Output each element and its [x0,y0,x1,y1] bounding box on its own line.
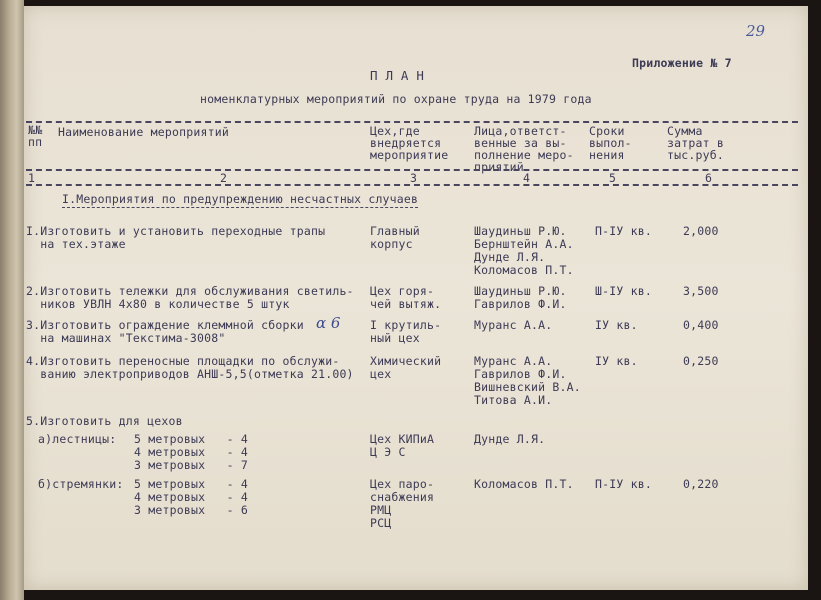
row3-handwritten-note: α 6 [316,314,341,332]
row3-person-1: Муранс А.А. [474,318,553,332]
row4-sum: 0,250 [683,354,719,368]
row4-person-4: Титова А.И. [474,393,553,407]
item5-a-line2: 4 метровых - 4 [134,445,248,459]
col-num-6: 6 [705,171,713,185]
row2-term: Ш-IУ кв. [595,284,652,298]
row1-line1: I.Изготовить и установить переходные трапы [26,224,326,238]
col-header-num: №№ пп [28,123,43,149]
item5-b-line3: 3 метровых - 6 [134,503,248,517]
doc-title: П Л А Н [370,68,425,83]
item5-b-person-1: Коломасов П.Т. [474,477,574,491]
item5-b-term: П-IУ кв. [595,477,652,491]
col-header-sum: Сумма затрат в тыс.руб. [667,124,724,162]
item5-b-sum: 0,220 [683,477,719,491]
row4-shop-2: цех [370,367,392,381]
item5-a-line1: 5 метровых - 4 [134,432,248,446]
header-bottom-rule [26,184,798,186]
col-num-1: 1 [28,171,36,185]
item5-b-line2: 4 метровых - 4 [134,490,248,504]
row1-person-1: Шаудиньш Р.Ю. [474,224,567,238]
item5-b-shop-2: снабжения [370,490,435,504]
row4-term: IУ кв. [595,354,638,368]
row4-line1: 4.Изготовить переносные площадки по обслужи- [26,354,340,368]
item5-b-line1: 5 метровых - 4 [134,477,248,491]
col-num-3: 3 [410,171,418,185]
row4-person-1: Муранс А.А. [474,354,553,368]
item5-b-shop-3: РМЦ [370,503,392,517]
row3-sum: 0,400 [683,318,719,332]
item5-b-shop-1: Цех паро- [370,477,435,491]
row1-person-2: Бернштейн А.А. [474,237,574,251]
item5-a-line3: 3 метровых - 7 [134,458,248,472]
col-header-name: Наименование мероприятий [58,125,229,139]
row1-line2: на тех.этаже [26,237,126,251]
row1-shop-1: Главный [370,224,420,238]
row1-shop-2: корпус [370,237,413,251]
row1-term: П-IУ кв. [595,224,652,238]
row1-person-4: Коломасов П.Т. [474,263,574,277]
row4-person-2: Гаврилов Ф.И. [474,367,567,381]
col-header-terms: Сроки выпол- нения [589,124,632,162]
col-header-persons: Лица,ответст- венные за вы- полнение меро- приятий [474,124,574,174]
row3-shop-1: I крутиль- [370,318,442,332]
row3-line1: 3.Изготовить ограждение клеммной сборки [26,318,304,332]
item5-a-person-1: Дунде Л.Я. [474,432,546,446]
row2-person-2: Гаврилов Ф.И. [474,297,567,311]
row3-shop-2: ный цех [370,331,420,345]
page-number: 29 [746,22,766,40]
row4-shop-1: Химический [370,354,442,368]
row2-shop-1: Цех горя- [370,284,435,298]
row3-line2: на машинах "Текстима-3008" [26,331,226,345]
col-num-2: 2 [220,171,228,185]
row1-sum: 2,000 [683,224,719,238]
item5-a-label: а)лестницы: [38,432,117,446]
row3-term: IУ кв. [595,318,638,332]
row1-person-3: Дунде Л.Я. [474,250,546,264]
row2-line2: ников УВЛН 4х80 в количестве 5 штук [26,297,290,311]
col-num-4: 4 [523,171,531,185]
document-page [24,6,808,590]
row2-person-1: Шаудиньш Р.Ю. [474,284,567,298]
doc-subtitle: номенклатурных мероприятий по охране труда на 1979 года [200,92,592,106]
section-title: I.Мероприятия по предупреждению несчастных случаев [62,192,419,206]
row2-sum: 3,500 [683,284,719,298]
item5-b-shop-4: РСЦ [370,516,392,530]
row4-line2: ванию электроприводов АНШ-5,5(отметка 21.00) [26,367,354,381]
item5-title: 5.Изготовить для цехов [26,414,183,428]
book-spine [0,0,24,600]
header-top-rule [26,121,798,123]
row2-shop-2: чей вытяж. [370,297,442,311]
col-num-5: 5 [609,171,617,185]
row4-person-3: Вишневский В.А. [474,380,581,394]
row2-line1: 2.Изготовить тележки для обслуживания светиль- [26,284,354,298]
item5-a-shop-2: Ц Э С [370,445,406,459]
item5-a-shop-1: Цех КИПиА [370,432,435,446]
item5-b-label: б)стремянки: [38,477,124,491]
col-header-shop: Цех,где внедряется мероприятие [370,124,449,162]
appendix-label: Приложение № 7 [632,56,732,70]
